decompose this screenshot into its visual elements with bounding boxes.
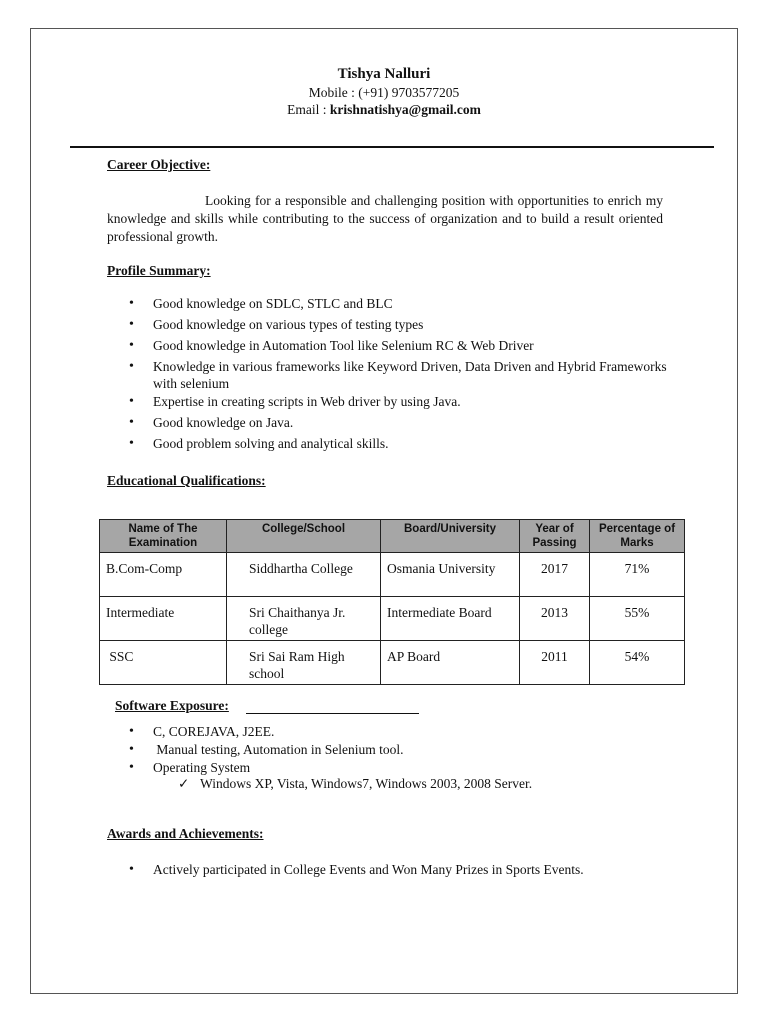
table-cell: Osmania University <box>381 553 520 597</box>
table-row <box>100 597 685 641</box>
table-cell: Intermediate Board <box>381 597 520 641</box>
list-item: • Good knowledge on various types of testing types <box>107 316 667 333</box>
table-cell: Sri Chaithanya Jr. college <box>227 597 381 641</box>
email-label: Email : <box>287 102 330 117</box>
list-item: • Operating System <box>107 759 667 776</box>
table-header-row <box>100 520 685 553</box>
candidate-name: Tishya Nalluri <box>337 66 431 82</box>
table-row <box>100 641 685 685</box>
list-item: • Expertise in creating scripts in Web driver by using Java. <box>107 393 667 410</box>
profile-summary-heading: Profile Summary: <box>107 263 211 278</box>
table-cell: Intermediate <box>100 597 227 641</box>
career-objective-text: Looking for a responsible and challenging position with opportunities to enrich my knowledge and skills while contributing to the success of organization and to build a result oriented professional growth. <box>107 193 663 244</box>
column-header: Name of The Examination <box>100 520 227 553</box>
education-heading: Educational Qualifications: <box>107 473 266 488</box>
table-cell: 54% <box>590 641 685 685</box>
table-cell: B.Com-Comp <box>100 553 227 597</box>
table-cell: Siddhartha College <box>227 553 381 597</box>
career-objective-heading: Career Objective: <box>107 157 211 172</box>
list-item: • Good knowledge in Automation Tool like Selenium RC & Web Driver <box>107 337 667 354</box>
software-exposure-heading: Software Exposure: <box>115 698 229 713</box>
list-item: • Knowledge in various frameworks like Keyword Driven, Data Driven and Hybrid Frameworks with selenium <box>107 358 667 392</box>
profile-summary-list <box>107 295 667 452</box>
education-table <box>99 519 685 685</box>
list-item: • Manual testing, Automation in Selenium tool. <box>107 741 667 758</box>
list-item: • Good knowledge on SDLC, STLC and BLC <box>107 295 667 312</box>
table-cell: 71% <box>590 553 685 597</box>
email-line <box>0 102 768 118</box>
awards-heading: Awards and Achievements: <box>107 826 264 841</box>
list-item: • Good knowledge on Java. <box>107 414 667 431</box>
column-header: Year of Passing <box>520 520 590 553</box>
table-cell: Sri Sai Ram High school <box>227 641 381 685</box>
table-cell: SSC <box>100 641 227 685</box>
column-header: Percentage of Marks <box>590 520 685 553</box>
column-header: College/School <box>227 520 381 553</box>
heading-underline <box>246 713 419 714</box>
list-item: • C, COREJAVA, J2EE. <box>107 723 667 740</box>
software-exposure-list <box>107 723 667 776</box>
os-sub-item <box>178 776 532 792</box>
checkmark-icon: ✓ <box>178 776 190 791</box>
email-address: krishnatishya@gmail.com <box>329 102 481 117</box>
table-row <box>100 553 685 597</box>
table-cell: 2017 <box>520 553 590 597</box>
table-cell: 2011 <box>520 641 590 685</box>
table-cell: AP Board <box>381 641 520 685</box>
awards-list <box>107 861 687 878</box>
mobile-number: Mobile : (+91) 9703577205 <box>308 85 460 100</box>
header-divider <box>70 146 714 148</box>
list-item: • Actively participated in College Events and Won Many Prizes in Sports Events. <box>107 861 687 878</box>
os-sub-item-text: Windows XP, Vista, Windows7, Windows 2003, 2008 Server. <box>200 776 533 791</box>
list-item: • Good problem solving and analytical skills. <box>107 435 667 452</box>
table-cell: 55% <box>590 597 685 641</box>
table-cell: 2013 <box>520 597 590 641</box>
column-header: Board/University <box>381 520 520 553</box>
